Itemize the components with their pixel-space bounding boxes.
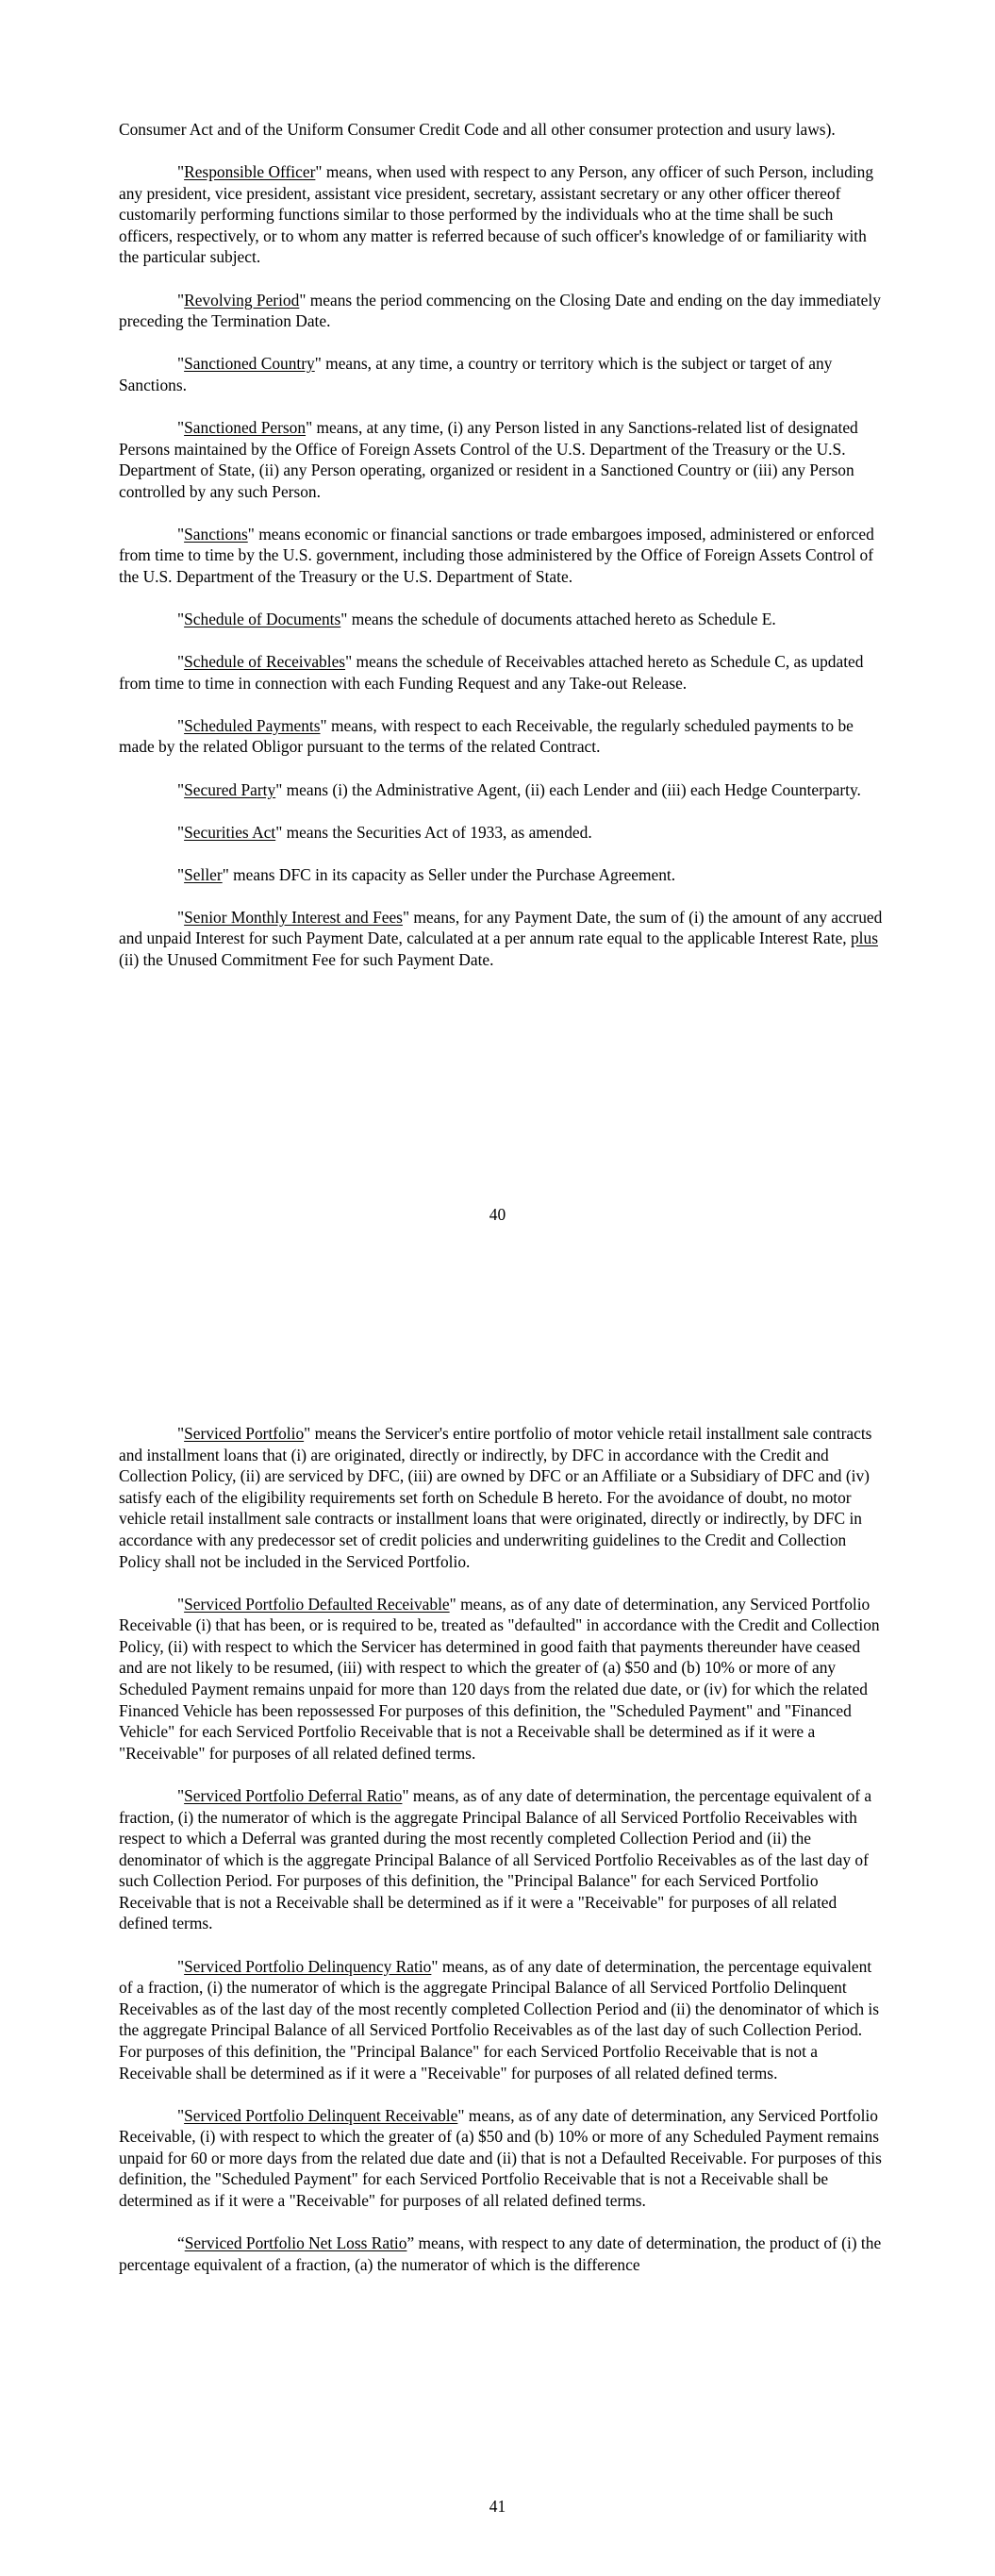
open-quote: " (177, 417, 185, 437)
definition-text: " means the schedule of documents attached hereto as Schedule E. (340, 610, 776, 629)
definition-text: " means DFC in its capacity as Seller under the Purchase Agreement. (222, 864, 676, 884)
definition-text: " means, at any time, a country or territory which is the subject or target of any Sanctions. (119, 354, 833, 394)
definition-securities-act (119, 822, 887, 844)
defined-term: Securities Act (184, 822, 276, 842)
definition-revolving-period (119, 290, 887, 332)
definition-serviced-portfolio-delinquency-ratio (119, 1956, 887, 2084)
defined-term: Secured Party (184, 779, 276, 799)
definition-sanctioned-person (119, 417, 887, 502)
definition-sanctions (119, 524, 887, 588)
open-quote: " (177, 864, 185, 884)
paragraph-text: Consumer Act and of the Uniform Consumer Credit Code and all other consumer protection and usury laws). (119, 120, 836, 139)
defined-term: Revolving Period (184, 290, 300, 309)
definition-text: " means the schedule of Receivables attached hereto as Schedule C, as updated from time to time in connection with each Funding Request and any Take-out Release. (119, 652, 864, 693)
open-quote: " (177, 162, 185, 182)
defined-term: Serviced Portfolio Delinquent Receivable (184, 2105, 458, 2125)
open-quote: " (177, 524, 185, 544)
definition-text: ” means, with respect to any date of determination, the product of (i) the percentage equivalent of a fraction, (a) the numerator of which is the difference (119, 2233, 882, 2274)
open-quote: " (177, 1956, 185, 1976)
definition-serviced-portfolio-delinquent-receivable (119, 2105, 887, 2212)
defined-term: Schedule of Documents (184, 610, 341, 629)
open-quote: " (177, 1424, 185, 1443)
page-body (119, 119, 887, 992)
definition-text: " means the Securities Act of 1933, as amended. (275, 822, 592, 842)
open-quote: " (177, 290, 185, 309)
definition-text: " means the Servicer's entire portfolio of motor vehicle retail installment sale contracts and installment loans that (i) are originated, directly or indirectly, by DFC in accordance with the Credit and Collection Policy, (ii) are serviced by DFC, (iii) are owned by DFC or an Affiliate or a Subsidiary of DFC and (iv) satisfy each of the eligibility requirements set forth on Schedule B hereto. For the avoidance of doubt, no motor vehicle retail installment sale contracts or installment loans that were originated, directly or indirectly, by DFC in accordance with any predecessor set of credit policies and underwriting guidelines to the Credit and Collection Policy shall not be included in the Serviced Portfolio. (119, 1424, 872, 1571)
definition-seller (119, 864, 887, 886)
definition-serviced-portfolio-net-loss-ratio (119, 2233, 887, 2275)
definition-serviced-portfolio (119, 1423, 887, 1572)
open-quote: " (177, 610, 185, 629)
page-body (119, 1423, 887, 2297)
open-quote: " (177, 1594, 185, 1614)
page-number: 41 (489, 2497, 506, 2516)
open-quote: " (177, 822, 185, 842)
open-quote: " (177, 907, 185, 927)
definition-text: " means, at any time, (i) any Person listed in any Sanctions-related list of designated Persons maintained by the Office of Foreign Assets Control of the U.S. Department of the Treasury or the U.S. Department of State, (ii) any Person operating, organized or resident in a Sanctioned Country or (iii) any Person controlled by any such Person. (119, 417, 858, 501)
open-quote: “ (177, 2233, 185, 2253)
definition-secured-party (119, 779, 887, 801)
definition-schedule-of-documents (119, 609, 887, 630)
open-quote: " (177, 652, 185, 672)
open-quote: " (177, 354, 185, 374)
definition-schedule-of-receivables (119, 651, 887, 694)
defined-term: Schedule of Receivables (184, 652, 346, 672)
definition-responsible-officer (119, 161, 887, 268)
defined-term: Serviced Portfolio Delinquency Ratio (184, 1956, 432, 1976)
defined-term: Scheduled Payments (184, 715, 321, 735)
open-quote: " (177, 2105, 185, 2125)
defined-term: Sanctions (184, 524, 248, 544)
defined-term: Senior Monthly Interest and Fees (184, 907, 403, 927)
defined-term: Serviced Portfolio Net Loss Ratio (184, 2233, 407, 2253)
defined-term: Responsible Officer (184, 162, 316, 182)
defined-term: Sanctioned Country (184, 354, 315, 374)
definition-text: " means, as of any date of determination, any Serviced Portfolio Receivable, (i) with respect to which the greater of (a) $50 and (b) 10% or more of any Scheduled Payment remains unpaid for 60 or more days from the related due date and (ii) that is not a Defaulted Receivable. For purposes of this definition, the "Scheduled Payment" for each Serviced Portfolio Receivable that is not a Receivable shall be determined as if it were a "Receivable" for purposes of all related defined terms. (119, 2105, 882, 2210)
page-41 (0, 1368, 995, 2576)
definition-text: " means, as of any date of determination, the percentage equivalent of a fraction, (i) the numerator of which is the aggregate Principal Balance of all Serviced Portfolio Delinquent Receivables as of the last day of the most recently completed Collection Period and (ii) the denominator of which is the aggregate Principal Balance of all Serviced Portfolio Receivables as of the last day of such Collection Period. For purposes of this definition, the "Principal Balance" for each Serviced Portfolio Receivable that is not a Receivable shall be determined as if it were a "Receivable" for purposes of all related defined terms. (119, 1956, 880, 2083)
defined-term: Serviced Portfolio Defaulted Receivable (184, 1594, 450, 1614)
definition-text: " means, as of any date of determination, the percentage equivalent of a fraction, (i) the numerator of which is the aggregate Principal Balance of all Serviced Portfolio Receivables with respect to which a Deferral was granted during the most recently completed Collection Period and (ii) the denominator of which is the aggregate Principal Balance of all Serviced Portfolio Receivables as of the last day of such Collection Period. For purposes of this definition, the "Principal Balance" for each Serviced Portfolio Receivable that is not a Receivable shall be determined as if it were a "Receivable" for purposes of all related defined terms. (119, 1785, 872, 1933)
definition-text: " means the period commencing on the Closing Date and ending on the day immediately preceding the Termination Date. (119, 290, 881, 331)
definition-text: " means, with respect to each Receivable, the regularly scheduled payments to be made by the related Obligor pursuant to the terms of the related Contract. (119, 715, 854, 757)
defined-term: Sanctioned Person (184, 417, 307, 437)
defined-term: Serviced Portfolio Deferral Ratio (184, 1785, 403, 1805)
definition-serviced-portfolio-defaulted-receivable (119, 1594, 887, 1765)
defined-term: Serviced Portfolio (184, 1424, 305, 1443)
open-quote: " (177, 1785, 185, 1805)
open-quote: " (177, 779, 185, 799)
definition-text: " means (i) the Administrative Agent, (ii) each Lender and (iii) each Hedge Counterparty. (275, 779, 861, 799)
open-quote: " (177, 715, 185, 735)
page-number: 40 (489, 1205, 506, 1224)
definition-serviced-portfolio-deferral-ratio (119, 1785, 887, 1934)
definition-text-tail: (ii) the Unused Commitment Fee for such Payment Date. (119, 950, 494, 970)
definition-scheduled-payments (119, 715, 887, 758)
definition-text: " means, as of any date of determination, any Serviced Portfolio Receivable (i) that has been, or is required to be, treated as "defaulted" in accordance with the Credit and Collection Policy, (ii) with respect to which the Servicer has determined in good faith that payments thereunder have ceased and are not likely to be resumed, (iii) with respect to which the greater of (a) $50 and (b) 10% or more of any Scheduled Payment remains unpaid for more than 120 days from the related due date, or (iv) for which the related Financed Vehicle has been repossessed For purposes of this definition, the "Scheduled Payment" and "Financed Vehicle" for each Serviced Portfolio Receivable that is not a Receivable shall be determined as if it were a "Receivable" for purposes of all related defined terms. (119, 1594, 880, 1763)
definition-text: " means economic or financial sanctions or trade embargoes imposed, administered or enforced from time to time by the U.S. government, including those administered by the Office of Foreign Assets Control of the U.S. Department of the Treasury or the U.S. Department of State. (119, 524, 874, 586)
definition-text: " means, when used with respect to any Person, any officer of such Person, including any president, vice president, assistant vice president, secretary, assistant secretary or any other officer thereof customarily performing functions similar to those performed by the individuals who at the time shall be such officers, respectively, or to whom any matter is referred because of such officer's knowledge of or familiarity with the particular subject. (119, 162, 874, 267)
definition-senior-monthly-interest-and-fees (119, 907, 887, 971)
definition-sanctioned-country (119, 353, 887, 395)
paragraph-continuation (119, 119, 887, 141)
defined-term: Seller (184, 864, 223, 884)
emphasized-word: plus (850, 928, 878, 948)
definition-text: " means, for any Payment Date, the sum of (i) the amount of any accrued and unpaid Interest for such Payment Date, calculated at a per annum rate equal to the applicable Interest Rate, (119, 907, 883, 948)
